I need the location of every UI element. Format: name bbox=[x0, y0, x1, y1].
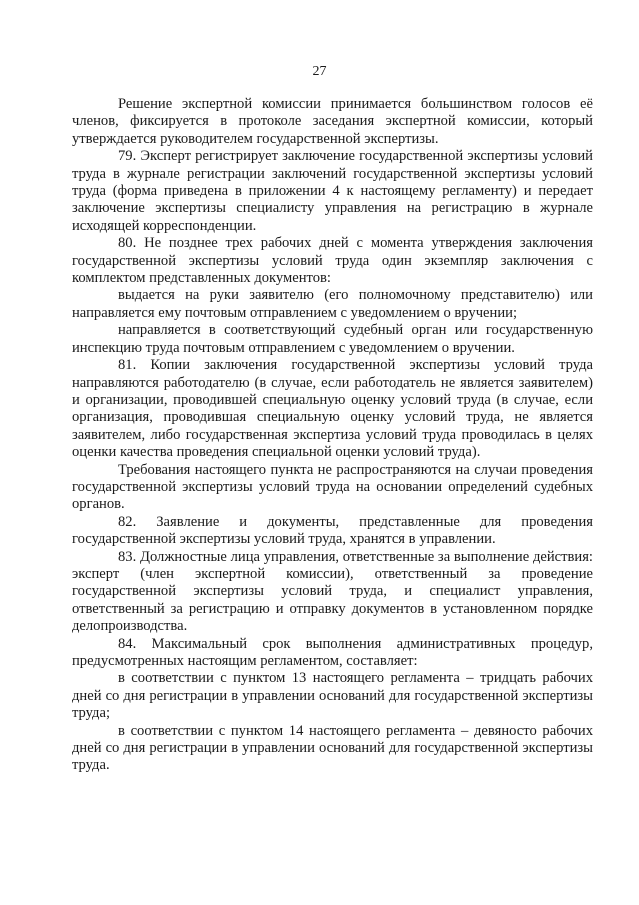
paragraph-84-item-14: в соответствии с пунктом 14 настоящего регламента – девяносто рабочих дней со дня регистрации в управлении оснований для государственной экспертизы труда. bbox=[72, 722, 593, 774]
paragraph-81: 81. Копии заключения государственной экспертизы условий труда направляются работодателю (в случае, если работодатель не является заявителем) и организации, проводившей специальную оценку условий труда (в случае, если организация, проводившая специальную оценку условий труда, не является заявителем, либо государственная экспертиза условий труда проводилась в целях оценки качества проведения специальной оценки условий труда). bbox=[72, 357, 593, 461]
paragraph-84: 84. Максимальный срок выполнения административных процедур, предусмотренных настоящим регламентом, составляет: bbox=[72, 635, 593, 669]
page-number: 27 bbox=[312, 64, 327, 79]
paragraph-83: 83. Должностные лица управления, ответственные за выполнение действия: эксперт (член экспертной комиссии), ответственный за проведение государственной экспертизы условий труда, и специалист управления, ответственный за регистрацию и отправку документов в установленном порядке делопроизводства. bbox=[72, 548, 593, 635]
paragraph-commission-decision: Решение экспертной комиссии принимается большинством голосов её членов, фиксируется в протоколе заседания экспертной комиссии, который утверждается руководителем государственной экспертизы. bbox=[72, 96, 593, 147]
document-body bbox=[72, 96, 593, 775]
paragraph-80: 80. Не позднее трех рабочих дней с момента утверждения заключения государственной экспертизы условий труда один экземпляр заключения с комплектом представленных документов: bbox=[72, 235, 593, 287]
paragraph-82: 82. Заявление и документы, представленные для проведения государственной экспертизы условий труда, хранятся в управлении. bbox=[72, 513, 593, 548]
paragraph-79: 79. Эксперт регистрирует заключение государственной экспертизы условий труда в журнале регистрации заключений государственной экспертизы условий труда (форма приведена в приложении 4 к настоящему регламенту) и передает заключение экспертизы специалисту управления на регистрацию в журнале исходящей корреспонденции. bbox=[72, 148, 593, 234]
paragraph-80-delivery-applicant: выдается на руки заявителю (его полномочному представителю) или направляется ему почтовым отправлением с уведомлением о вручении; bbox=[72, 287, 593, 321]
paragraph-84-item-13: в соответствии с пунктом 13 настоящего регламента – тридцать рабочих дней со дня регистрации в управлении оснований для государственной экспертизы труда; bbox=[72, 670, 593, 722]
paragraph-80-delivery-court: направляется в соответствующий судебный орган или государственную инспекцию труда почтовым отправлением с уведомлением о вручении. bbox=[72, 322, 593, 356]
paragraph-81-exception: Требования настоящего пункта не распространяются на случаи проведения государственной экспертизы условий труда на основании определений судебных органов. bbox=[72, 461, 593, 513]
